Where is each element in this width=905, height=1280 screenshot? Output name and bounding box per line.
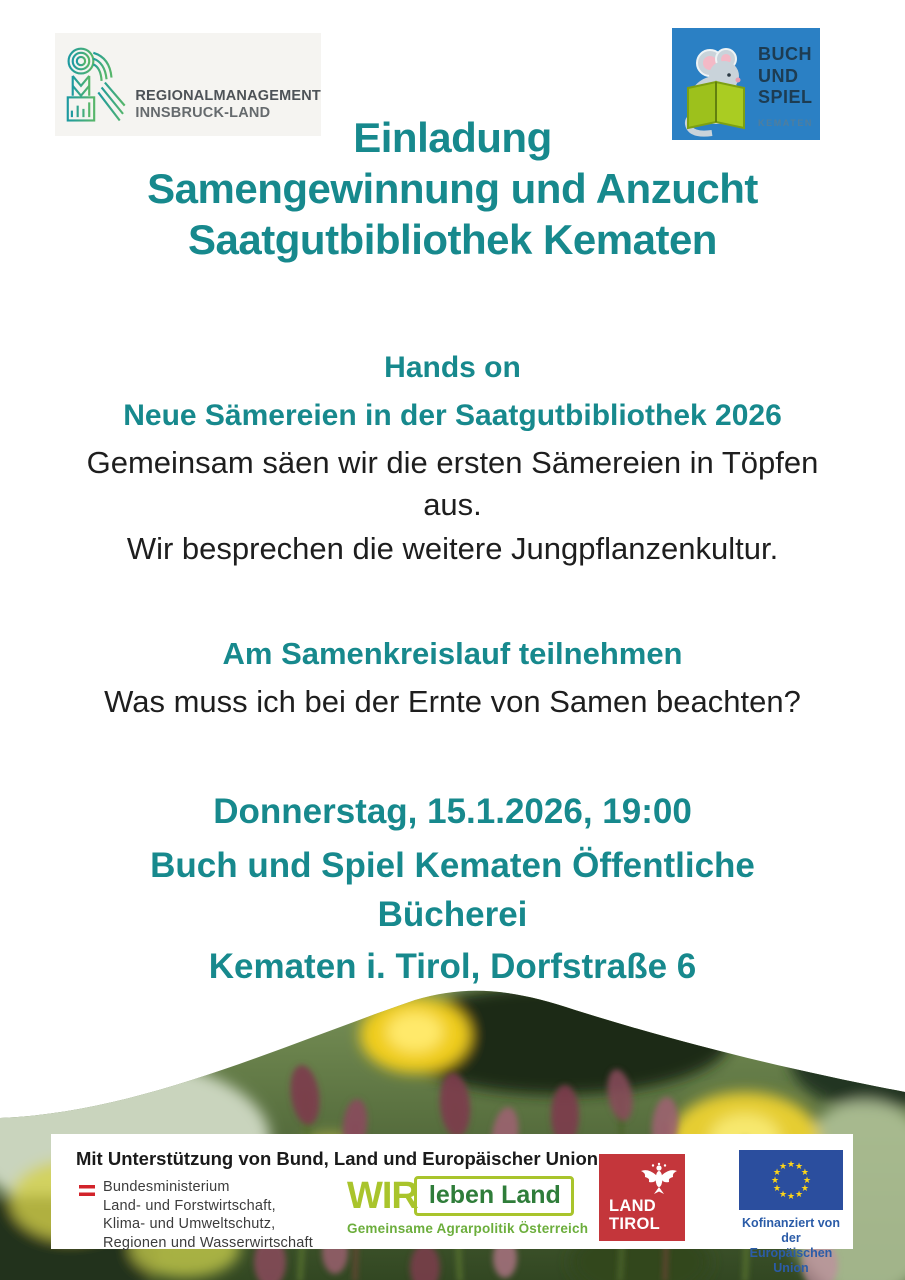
title-line3: Saatgutbibliothek Kematen [188,216,717,263]
hands-on-body1: Gemeinsam säen wir die ersten Sämereien in Töpfen aus. [86,445,819,522]
hands-on-heading: Hands on [384,351,521,384]
svg-text:★: ★ [770,1176,780,1186]
eu-cofunding-text [739,1216,843,1276]
tirol-line2: TIROL [609,1215,660,1233]
tirol-line1: LAND [609,1197,657,1215]
wir-subline: Gemeinsame Agrarpolitik Österreich [347,1221,589,1236]
svg-text:★: ★ [773,1168,782,1178]
title-line1: Einladung [353,114,552,161]
svg-text:★: ★ [794,1162,804,1172]
svg-text:★: ★ [778,1162,788,1172]
sponsor-heading: Mit Unterstützung von Bund, Land und Europäischer Union [76,1148,599,1169]
svg-text:★: ★ [773,1184,782,1194]
bus-word1: BUCH [758,44,812,64]
land-tirol-logo [599,1154,685,1241]
wir-wordmark: WIR [347,1175,418,1217]
hands-on-subheading: Neue Sämereien in der Saatgutbibliothek 2026 [123,399,782,432]
bus-word2: UND [758,65,799,86]
eu-line1: Kofinanziert von der [742,1216,840,1245]
svg-text:★: ★ [794,1190,804,1200]
svg-text:★: ★ [800,1168,809,1178]
svg-text:★: ★ [800,1184,809,1194]
ministry-logo [103,1178,313,1252]
event-venue: Buch und Spiel Kematen Öffentliche Bücherei [150,846,755,934]
svg-text:★: ★ [786,1192,796,1202]
bus-kematen-label: KEMATEN [758,117,814,128]
ministry-line4: Regionen und Wasserwirtschaft [103,1234,313,1251]
wir-leben-land-box: leben Land [414,1176,574,1216]
eu-line2: Europäischen Union [749,1246,833,1275]
ministry-line1: Bundesministerium [103,1179,230,1195]
eu-cofunding-logo [739,1150,843,1276]
event-address: Kematen i. Tirol, Dorfstraße 6 [208,947,697,986]
ministry-line3: Klima- und Umweltschutz, [103,1216,276,1232]
wir-leben-land-logo [347,1176,587,1236]
bus-word3: SPIEL [758,87,813,107]
sponsor-bar [51,1134,853,1275]
event-datetime: Donnerstag, 15.1.2026, 19:00 [213,792,692,831]
samenkreislauf-heading: Am Samenkreislauf teilnehmen [222,636,683,671]
austria-flag-icon [79,1185,95,1196]
svg-text:★: ★ [786,1160,796,1170]
samenkreislauf-body: Was muss ich bei der Ernte von Samen beachten? [104,684,801,719]
svg-text:★: ★ [802,1176,812,1186]
rmil-line1: REGIONALMANAGEMENT [135,87,321,104]
svg-text:★: ★ [778,1190,788,1200]
eu-flag-icon [739,1150,843,1210]
ministry-line2: Land- und Forstwirtschaft, [103,1197,276,1214]
title-line2: Samengewinnung und Anzucht [147,165,758,212]
rmil-line2: INNSBRUCK-LAND [135,104,271,121]
tirol-eagle-icon [639,1162,679,1196]
hands-on-body2: Wir besprechen die weitere Jungpflanzenkultur. [126,531,779,566]
land-tirol-wordmark [609,1197,660,1233]
